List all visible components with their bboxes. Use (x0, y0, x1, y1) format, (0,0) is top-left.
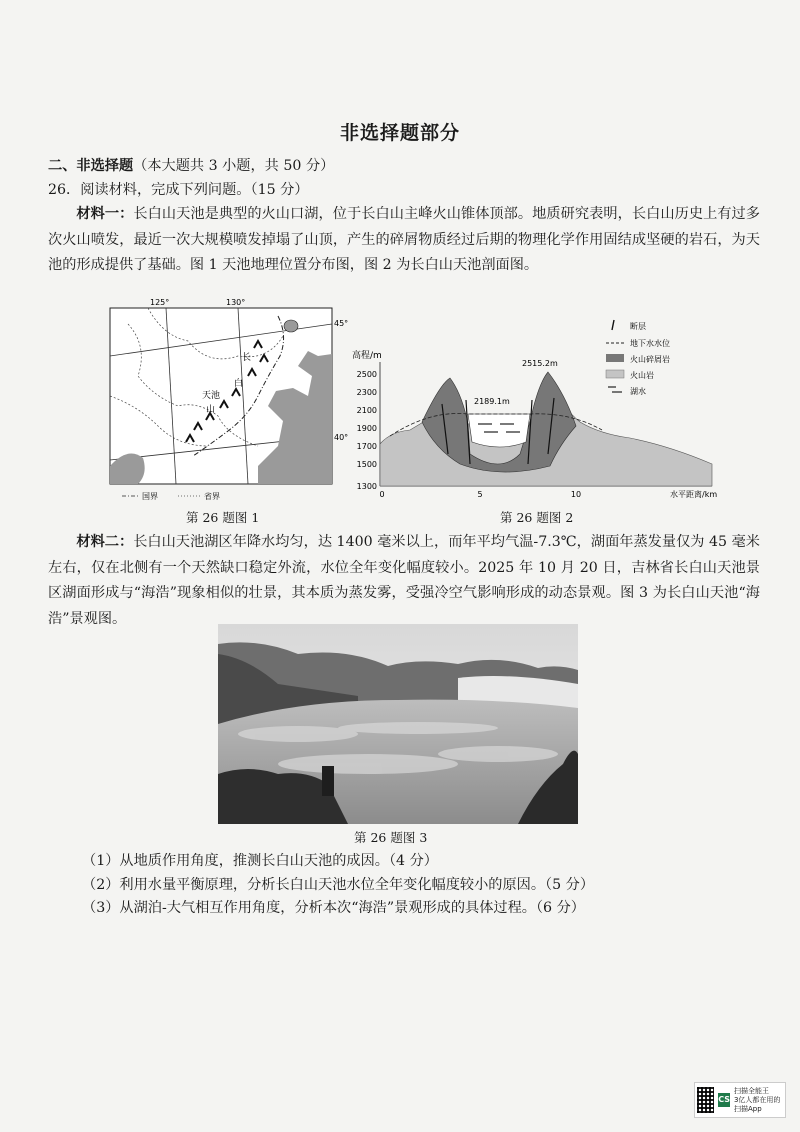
y-tick-1300: 1300 (356, 482, 377, 491)
x-axis-label: 水平距离/km (670, 490, 718, 499)
lake-area (468, 414, 530, 447)
page-title: 非选择题部分 (339, 122, 460, 144)
legend-water-table: 地下水水位 (630, 339, 670, 348)
figure-1-caption: 第 26 题图 1 (186, 510, 260, 525)
section-heading (48, 154, 334, 178)
question-26-heading: 26．阅读材料，完成下列问题。（15 分） (48, 182, 309, 198)
lon-label-130: 130° (226, 298, 246, 307)
y-tick-1500: 1500 (356, 460, 377, 469)
scanner-text (734, 1087, 783, 1114)
material-1 (48, 202, 760, 279)
location-map (108, 296, 348, 506)
lat-label-40: 40° (334, 433, 348, 442)
y-tick-1700: 1700 (356, 442, 377, 451)
y-axis-label: 高程/m (352, 351, 382, 361)
y-tick-2300: 2300 (356, 388, 377, 397)
camscanner-logo: CS (718, 1093, 730, 1107)
lake-water-legend-icon (608, 387, 622, 392)
haihao-photo (218, 624, 578, 824)
fault-legend-icon (612, 320, 614, 330)
material-2 (48, 530, 760, 632)
pyroclastic-legend-icon (606, 354, 624, 362)
volcanic-rock-legend-icon (606, 370, 624, 378)
legend-pyroclastic: 火山碎屑岩 (630, 355, 670, 364)
legend-lake-water: 湖水 (630, 387, 646, 396)
peak-elevation-label: 2515.2m (522, 359, 558, 368)
section-head: 二、非选择题 (48, 158, 134, 174)
x-tick-5: 5 (477, 490, 483, 499)
figure-2-caption: 第 26 题图 2 (500, 510, 574, 525)
legend-national: 国界 (142, 492, 158, 501)
scanner-name: 扫描全能王 (733, 1086, 769, 1095)
legend-province: 省界 (204, 492, 220, 501)
lon-label-125: 125° (150, 298, 170, 307)
lat-label-45: 45° (334, 319, 348, 328)
y-tick-1900: 1900 (356, 424, 377, 433)
map-label-tianchi: 天池 (202, 391, 221, 401)
cross-section-chart (350, 314, 730, 510)
scanner-sub: 3亿人都在用的扫描App (733, 1095, 781, 1113)
map-label-chang: 长 (242, 353, 252, 363)
question-2: （2）利用水量平衡原理，分析长白山天池水位全年变化幅度较小的原因。（5 分） (82, 877, 595, 893)
question-3: （3）从湖泊-大气相互作用角度，分析本次“海浩”景观形成的具体过程。（6 分） (82, 900, 585, 916)
map-label-bai: 白 (234, 379, 244, 389)
x-tick-10: 10 (570, 490, 582, 499)
material-1-text: 长白山天池是典型的火山口湖，位于长白山主峰火山锥体顶部。地质研究表明，长白山历史上有过多次火山喷发，最近一次大规模喷发掉塌了山顶，产生的碎屑物质经过后期的物理化学作用固结成坚硬的岩石，为天池的形成提供了基础。图 1 天池地理位置分布图，图 2 为长白山天池剖面图。 (48, 206, 760, 273)
figure-3-caption: 第 26 题图 3 (354, 830, 428, 845)
map-label-shan: 山 (206, 405, 216, 415)
legend-volcanic-rock: 火山岩 (630, 371, 654, 380)
material-2-text: 长白山天池湖区年降水均匀，达 1400 毫米以上，而年平均气温-7.3℃，湖面年蒸发量仅为 45 毫米左右，仅在北侧有一个天然缺口稳定外流，水位全年变化幅度较小。2025 年 10 月 20 日，吉林省长白山天池景区湖面形成与“海浩”现象相似的壮景，其本质为蒸发雾，受强冷空气影响形成的动态景观。图 3 为长白山天池“海浩”景观图。 (48, 534, 760, 627)
qr-code-icon (697, 1087, 714, 1113)
scanner-watermark (694, 1082, 786, 1118)
y-tick-2100: 2100 (356, 406, 377, 415)
section-note: （本大题共 3 小题，共 50 分） (133, 158, 335, 174)
material-2-label: 材料二： (76, 534, 134, 550)
question-1: （1）从地质作用角度，推测长白山天池的成因。（4 分） (82, 853, 438, 869)
lake-elevation-label: 2189.1m (474, 397, 510, 406)
y-tick-2500: 2500 (356, 370, 377, 379)
material-1-label: 材料一： (76, 206, 134, 222)
x-tick-0: 0 (379, 490, 385, 499)
legend-fault: 断层 (630, 322, 646, 331)
